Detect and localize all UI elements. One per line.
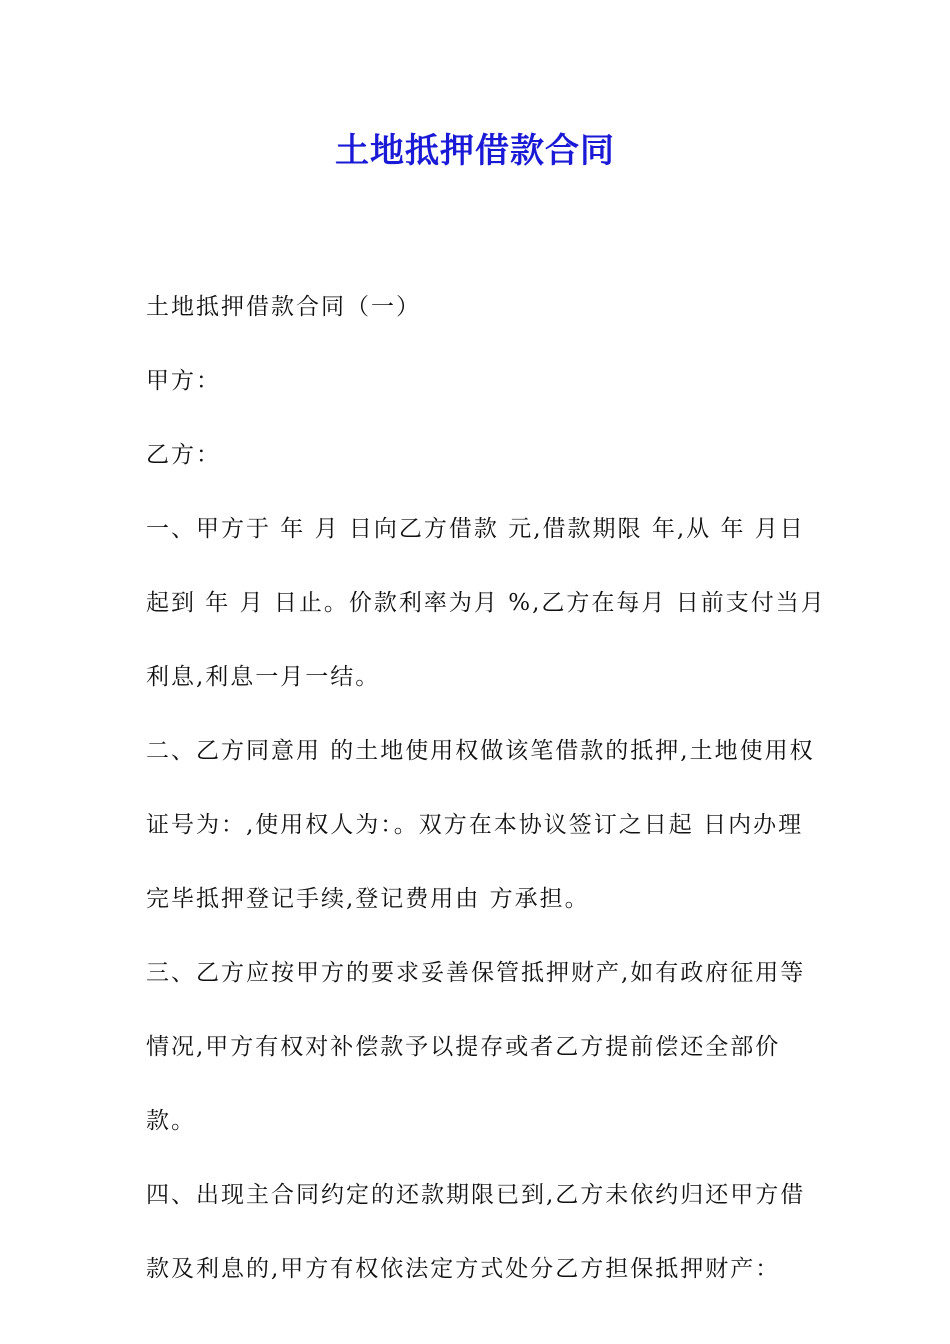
party-b-line: 乙方： — [146, 442, 221, 468]
party-a-line: 甲方： — [146, 368, 221, 394]
clause-2: 二、乙方同意用 的土地使用权做该笔借款的抵押,土地使用权证号为：,使用权人为：。双方在本协议签订之日起 日内办理完毕抵押登记手续,登记费用由 方承担。 — [146, 738, 815, 912]
clause-1: 一、甲方于 年 月 日向乙方借款 元,借款期限 年,从 年 月日起到 年 月 日止。价款利率为月 %,乙方在每月 日前支付当月利息,利息一月一结。 — [146, 516, 826, 690]
document-title: 土地抵押借款合同 — [335, 131, 615, 171]
contract-subtitle: 土地抵押借款合同（一） — [146, 294, 421, 320]
document-body — [146, 270, 826, 1306]
clause-4: 四、出现主合同约定的还款期限已到,乙方未依约归还甲方借款及利息的,甲方有权依法定方式处分乙方担保抵押财产： — [146, 1182, 806, 1282]
clause-3: 三、乙方应按甲方的要求妥善保管抵押财产,如有政府征用等情况,甲方有权对补偿款予以提存或者乙方提前偿还全部价款。 — [146, 960, 806, 1134]
